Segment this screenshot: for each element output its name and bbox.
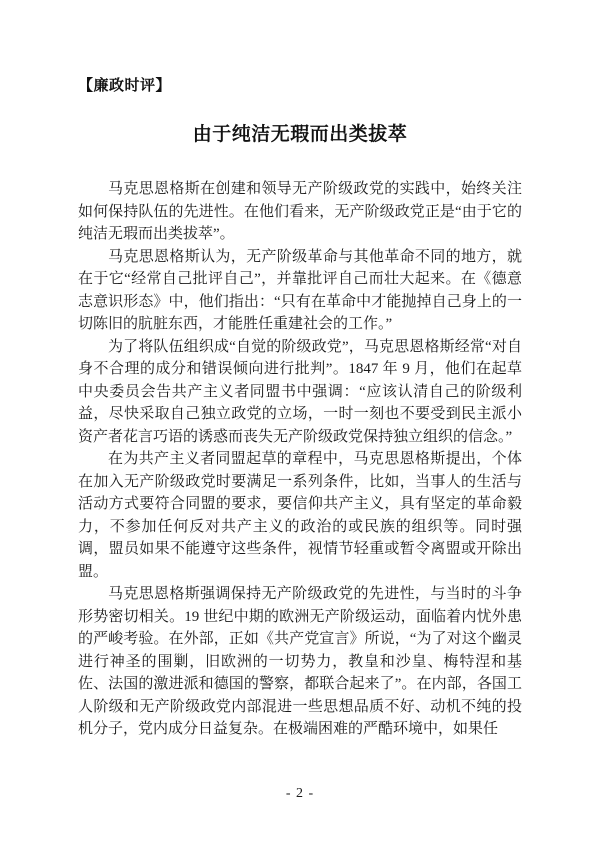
paragraph: 在为共产主义者同盟起草的章程中，马克思恩格斯提出，个体在加入无产阶级政党时要满足一系列条件，比如，当事人的生活与活动方式要符合同盟的要求，要信仰共产主义，具有坚定的革命毅力，不参加任何反对共产主义的政治的或民族的组织等。同时强调，盟员如果不能遵守这些条件，视情节轻重或暂令离盟或开除出盟。 xyxy=(78,451,522,580)
column-header-tag: 【廉政时评】 xyxy=(78,78,172,94)
document-title: 由于纯洁无瑕而出类拔萃 xyxy=(192,124,408,145)
paragraph: 为了将队伍组织成“自觉的阶级政党”，马克思恩格斯经常“对自身不合理的成分和错误倾向进行批判”。1847 年 9 月，他们在起草中央委员会告共产主义者同盟书中强调：“应该认清自己的阶级利益，尽快采取自己独立政党的立场，一时一刻也不要受到民主派小资产者花言巧语的诱惑而丧失无产阶级政党保持独立组织的信念。” xyxy=(78,338,522,445)
document-body xyxy=(78,178,522,741)
page-number: - 2 - xyxy=(285,786,315,801)
paragraph: 马克思恩格斯在创建和领导无产阶级政党的实践中，始终关注如何保持队伍的先进性。在他们看来，无产阶级政党正是“由于它的纯洁无瑕而出类拔萃”。 xyxy=(78,181,522,242)
paragraph: 马克思恩格斯认为，无产阶级革命与其他革命不同的地方，就在于它“经常自己批评自己”，并靠批评自己而壮大起来。在《德意志意识形态》中，他们指出：“只有在革命中才能抛掉自己身上的一切陈旧的肮脏东西，才能胜任重建社会的工作。” xyxy=(78,248,522,332)
paragraph: 马克思恩格斯强调保持无产阶级政党的先进性，与当时的斗争形势密切相关。19 世纪中期的欧洲无产阶级运动，面临着内忧外患的严峻考验。在外部，正如《共产党宣言》所说，“为了对这个幽灵进行神圣的围剿，旧欧洲的一切势力，教皇和沙皇、梅特涅和基佐、法国的激进派和德国的警察，都联合起来了”。在内部，各国工人阶级和无产阶级政党内部混进一些思想品质不好、动机不纯的投机分子，党内成分日益复杂。在极端困难的严酷环境中，如果任 xyxy=(78,586,522,737)
